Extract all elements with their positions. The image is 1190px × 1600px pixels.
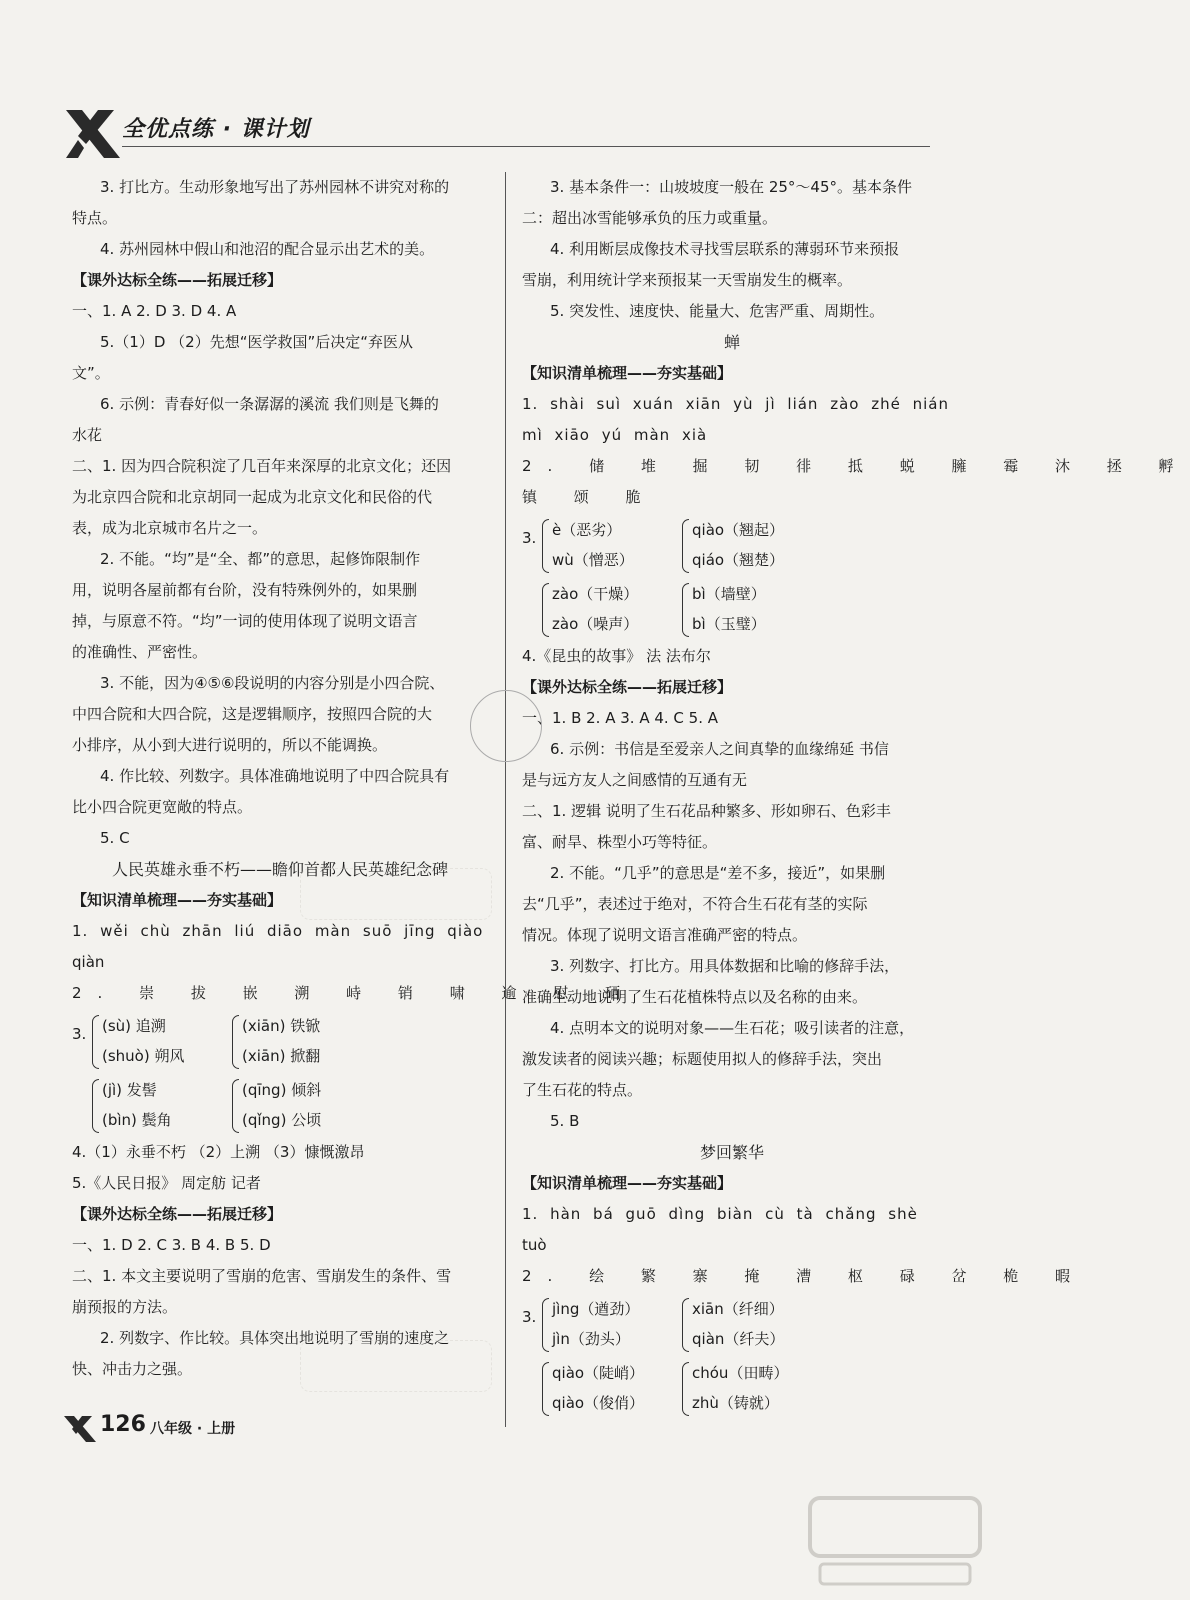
stamp-seal bbox=[470, 690, 542, 762]
answer-line: 4. 作比较、列数字。具体准确地说明了中四合院具有 bbox=[100, 767, 450, 785]
bracket-pair bbox=[682, 1294, 822, 1354]
page-header bbox=[64, 106, 930, 166]
answer-line: 激发读者的阅读兴趣；标题使用拟人的修辞手法，突出 bbox=[522, 1050, 883, 1068]
answer-line: 2. 储 堆 掘 韧 徘 抵 蜕 臃 霉 沐 拯 孵 bbox=[522, 457, 1190, 475]
reading-entry: qiáo（翘楚） bbox=[692, 551, 785, 569]
reading-entry: xiān（纤细） bbox=[692, 1300, 784, 1318]
bracket-pair bbox=[542, 1294, 682, 1354]
answer-line: 1. hàn bá guō dìng biàn cù tà chǎng shè bbox=[522, 1205, 918, 1223]
answer-line: 3. 列数字、打比方。用具体数据和比喻的修辞手法， bbox=[550, 957, 900, 975]
reading-entry: jìng（遒劲） bbox=[552, 1300, 640, 1318]
answer-line: 5. 突发性、速度快、能量大、危害严重、周期性。 bbox=[550, 302, 885, 320]
answer-line: 为北京四合院和北京胡同一起成为北京文化和民俗的代 bbox=[72, 488, 433, 506]
reading-entry: qiào（翘起） bbox=[692, 521, 785, 539]
section-heading: 【知识清单梳理——夯实基础】 bbox=[522, 364, 733, 382]
reading-entry: (qīng) 倾斜 bbox=[242, 1081, 322, 1099]
item-number: 3. bbox=[72, 1025, 87, 1043]
reading-entry: jìn（劲头） bbox=[552, 1330, 630, 1348]
grade-label: 八年级 · 上册 bbox=[150, 1421, 236, 1437]
bracket-pair bbox=[682, 1358, 822, 1418]
brace-icon bbox=[682, 1362, 689, 1416]
section-title: 梦回繁华 bbox=[699, 1143, 764, 1162]
answer-line: 是与远方友人之间感情的互通有无 bbox=[522, 771, 748, 789]
answer-line: 水花 bbox=[72, 426, 103, 444]
reading-entry: è（恶劣） bbox=[552, 521, 622, 539]
column-divider bbox=[505, 172, 506, 1427]
answer-line: 4. 点明本文的说明对象——生石花；吸引读者的注意， bbox=[550, 1019, 915, 1037]
answer-line: 雪崩，利用统计学来预报某一天雪崩发生的概率。 bbox=[522, 271, 853, 289]
answer-line: 比小四合院更宽敞的特点。 bbox=[72, 798, 253, 816]
answer-line: 一、1. B 2. A 3. A 4. C 5. A bbox=[522, 709, 719, 727]
reading-entry: qiào（陡峭） bbox=[552, 1364, 645, 1382]
bracket-pair bbox=[232, 1011, 372, 1071]
reading-entry: (bìn) 鬓角 bbox=[102, 1111, 172, 1129]
answer-line: 4. 利用断层成像技术寻找雪层联系的薄弱环节来预报 bbox=[550, 240, 900, 258]
reading-entry: (xiān) 掀翻 bbox=[242, 1047, 321, 1065]
bracket-pair bbox=[92, 1075, 232, 1135]
item-number: 3. bbox=[522, 1308, 537, 1326]
item-number: 3. bbox=[522, 529, 537, 547]
answer-line: 4. 苏州园林中假山和池沼的配合显示出艺术的美。 bbox=[100, 240, 435, 258]
answer-line: 文”。 bbox=[72, 364, 110, 382]
bracket-pair bbox=[542, 579, 682, 639]
bracket-pair bbox=[542, 515, 682, 575]
brace-icon bbox=[682, 519, 689, 573]
answer-line: 2. 列数字、作比较。具体突出地说明了雪崩的速度之 bbox=[100, 1329, 450, 1347]
bracket-group bbox=[522, 513, 942, 577]
answer-line: 去“几乎”，表述过于绝对，不符合生石花有茎的实际 bbox=[522, 895, 868, 913]
corner-watermark-logo-icon bbox=[800, 1490, 990, 1590]
bracket-group bbox=[72, 1073, 488, 1137]
answer-line: 2. 绘 繁 寨 掩 漕 枢 碌 岔 桅 暇 bbox=[522, 1267, 1086, 1285]
answer-line: qiàn bbox=[72, 953, 105, 971]
brace-icon bbox=[542, 1298, 549, 1352]
reading-entry: zào（干燥） bbox=[552, 585, 639, 603]
footer-logo-icon bbox=[64, 1414, 98, 1444]
reading-entry: (shuò) 朔风 bbox=[102, 1047, 185, 1065]
section-heading: 【知识清单梳理——夯实基础】 bbox=[522, 1174, 733, 1192]
answer-line: 二、1. 因为四合院积淀了几百年来深厚的北京文化；还因 bbox=[72, 457, 452, 475]
section-heading: 【课外达标全练——拓展迁移】 bbox=[522, 678, 733, 696]
section-heading: 【知识清单梳理——夯实基础】 bbox=[72, 891, 283, 909]
bracket-group bbox=[522, 1356, 942, 1420]
answer-line: 中四合院和大四合院，这是逻辑顺序，按照四合院的大 bbox=[72, 705, 433, 723]
answer-line: 5.《人民日报》 周定舫 记者 bbox=[72, 1174, 261, 1192]
book-title: 全优点练 · 课计划 bbox=[122, 117, 310, 142]
answer-line: 2. 崇 拔 嵌 溯 峙 销 啸 逾 慰 硒 bbox=[72, 984, 636, 1002]
answer-line: 的准确性、严密性。 bbox=[72, 643, 208, 661]
bracket-pair bbox=[682, 515, 822, 575]
answer-line: tuò bbox=[522, 1236, 547, 1254]
bracket-group bbox=[522, 577, 942, 641]
answer-line: 3. 打比方。生动形象地写出了苏州园林不讲究对称的 bbox=[100, 178, 450, 196]
bracket-group bbox=[522, 1292, 942, 1356]
answer-line: 5.（1）D （2）先想“医学救国”后决定“弃医从 bbox=[100, 333, 414, 351]
answer-line: 4.《昆虫的故事》 法 法布尔 bbox=[522, 647, 711, 665]
section-title: 蝉 bbox=[723, 333, 740, 352]
brace-icon bbox=[542, 519, 549, 573]
watermark bbox=[300, 868, 492, 920]
answer-line: 镇 颂 脆 bbox=[522, 488, 657, 506]
brace-icon bbox=[682, 1298, 689, 1352]
section-title: 人民英雄永垂不朽——瞻仰首都人民英雄纪念碑 bbox=[111, 860, 448, 879]
answer-line: 5. B bbox=[550, 1112, 580, 1130]
answer-line: 1. shài suì xuán xiān yù jì lián zào zhé nián bbox=[522, 395, 949, 413]
answer-line: 4.（1）永垂不朽 （2）上溯 （3）慷慨激昂 bbox=[72, 1143, 365, 1161]
bracket-group bbox=[72, 1009, 488, 1073]
answer-line: 二：超出冰雪能够承负的压力或重量。 bbox=[522, 209, 778, 227]
answer-line: 2. 不能。“几乎”的意思是“差不多，接近”，如果删 bbox=[550, 864, 886, 882]
page-footer bbox=[64, 1410, 464, 1450]
answer-line: 富、耐旱、株型小巧等特征。 bbox=[522, 833, 718, 851]
watermark bbox=[300, 1340, 492, 1392]
brace-icon bbox=[232, 1015, 239, 1069]
answer-line: 3. 不能，因为④⑤⑥段说明的内容分别是小四合院、 bbox=[100, 674, 445, 692]
brace-icon bbox=[682, 583, 689, 637]
reading-entry: wù（憎恶） bbox=[552, 551, 634, 569]
reading-entry: (xiān) 铁锨 bbox=[242, 1017, 321, 1035]
section-heading: 【课外达标全练——拓展迁移】 bbox=[72, 271, 283, 289]
answer-line: 准确生动地说明了生石花植株特点以及名称的由来。 bbox=[522, 988, 868, 1006]
bracket-pair bbox=[92, 1011, 232, 1071]
reading-entry: bì（玉璧） bbox=[692, 615, 766, 633]
reading-entry: bì（墙壁） bbox=[692, 585, 766, 603]
answer-line: 6. 示例：书信是至爱亲人之间真挚的血缘绵延 书信 bbox=[550, 740, 889, 758]
answer-line: 情况。体现了说明文语言准确严密的特点。 bbox=[522, 926, 808, 944]
right-column bbox=[522, 172, 1190, 1420]
answer-line: 崩预报的方法。 bbox=[72, 1298, 178, 1316]
answer-line: 3. 基本条件一：山坡坡度一般在 25°～45°。基本条件 bbox=[550, 178, 913, 196]
answer-line: 表，成为北京城市名片之一。 bbox=[72, 519, 268, 537]
reading-entry: zào（噪声） bbox=[552, 615, 639, 633]
header-rule bbox=[122, 146, 930, 147]
brand-logo-icon bbox=[64, 106, 124, 161]
section-heading: 【课外达标全练——拓展迁移】 bbox=[72, 1205, 283, 1223]
answer-line: 掉，与原意不符。“均”一词的使用体现了说明文语言 bbox=[72, 612, 418, 630]
answer-line: 了生石花的特点。 bbox=[522, 1081, 643, 1099]
answer-line: 特点。 bbox=[72, 209, 118, 227]
brace-icon bbox=[542, 1362, 549, 1416]
brace-icon bbox=[232, 1079, 239, 1133]
reading-entry: (sù) 追溯 bbox=[102, 1017, 166, 1035]
answer-line: 1. wěi chù zhān liú diāo màn suō jīng qiào bbox=[72, 922, 484, 940]
brace-icon bbox=[92, 1015, 99, 1069]
reading-entry: qiàn（纤夫） bbox=[692, 1330, 785, 1348]
answer-line: mì xiāo yú màn xià bbox=[522, 426, 708, 444]
answer-line: 用，说明各屋前都有台阶，没有特殊例外的，如果删 bbox=[72, 581, 418, 599]
answer-line: 5. C bbox=[100, 829, 130, 847]
answer-line: 2. 不能。“均”是“全、都”的意思，起修饰限制作 bbox=[100, 550, 421, 568]
answer-line: 快、冲击力之强。 bbox=[72, 1360, 193, 1378]
answer-line: 一、1. A 2. D 3. D 4. A bbox=[72, 302, 237, 320]
reading-entry: qiào（俊俏） bbox=[552, 1394, 645, 1412]
reading-entry: (jì) 发髻 bbox=[102, 1081, 157, 1099]
page-number: 126 bbox=[100, 1412, 146, 1437]
answer-line: 6. 示例：青春好似一条潺潺的溪流 我们则是飞舞的 bbox=[100, 395, 439, 413]
bracket-pair bbox=[232, 1075, 372, 1135]
reading-entry: zhù（铸就） bbox=[692, 1394, 779, 1412]
answer-line: 二、1. 本文主要说明了雪崩的危害、雪崩发生的条件、雪 bbox=[72, 1267, 452, 1285]
reading-entry: chóu（田畴） bbox=[692, 1364, 789, 1382]
answer-line: 二、1. 逻辑 说明了生石花品种繁多、形如卵石、色彩丰 bbox=[522, 802, 891, 820]
answer-line: 一、1. D 2. C 3. B 4. B 5. D bbox=[72, 1236, 271, 1254]
answer-line: 小排序，从小到大进行说明的，所以不能调换。 bbox=[72, 736, 388, 754]
bracket-pair bbox=[542, 1358, 682, 1418]
brace-icon bbox=[542, 583, 549, 637]
bracket-pair bbox=[682, 579, 822, 639]
brace-icon bbox=[92, 1079, 99, 1133]
reading-entry: (qǐng) 公顷 bbox=[242, 1111, 322, 1129]
